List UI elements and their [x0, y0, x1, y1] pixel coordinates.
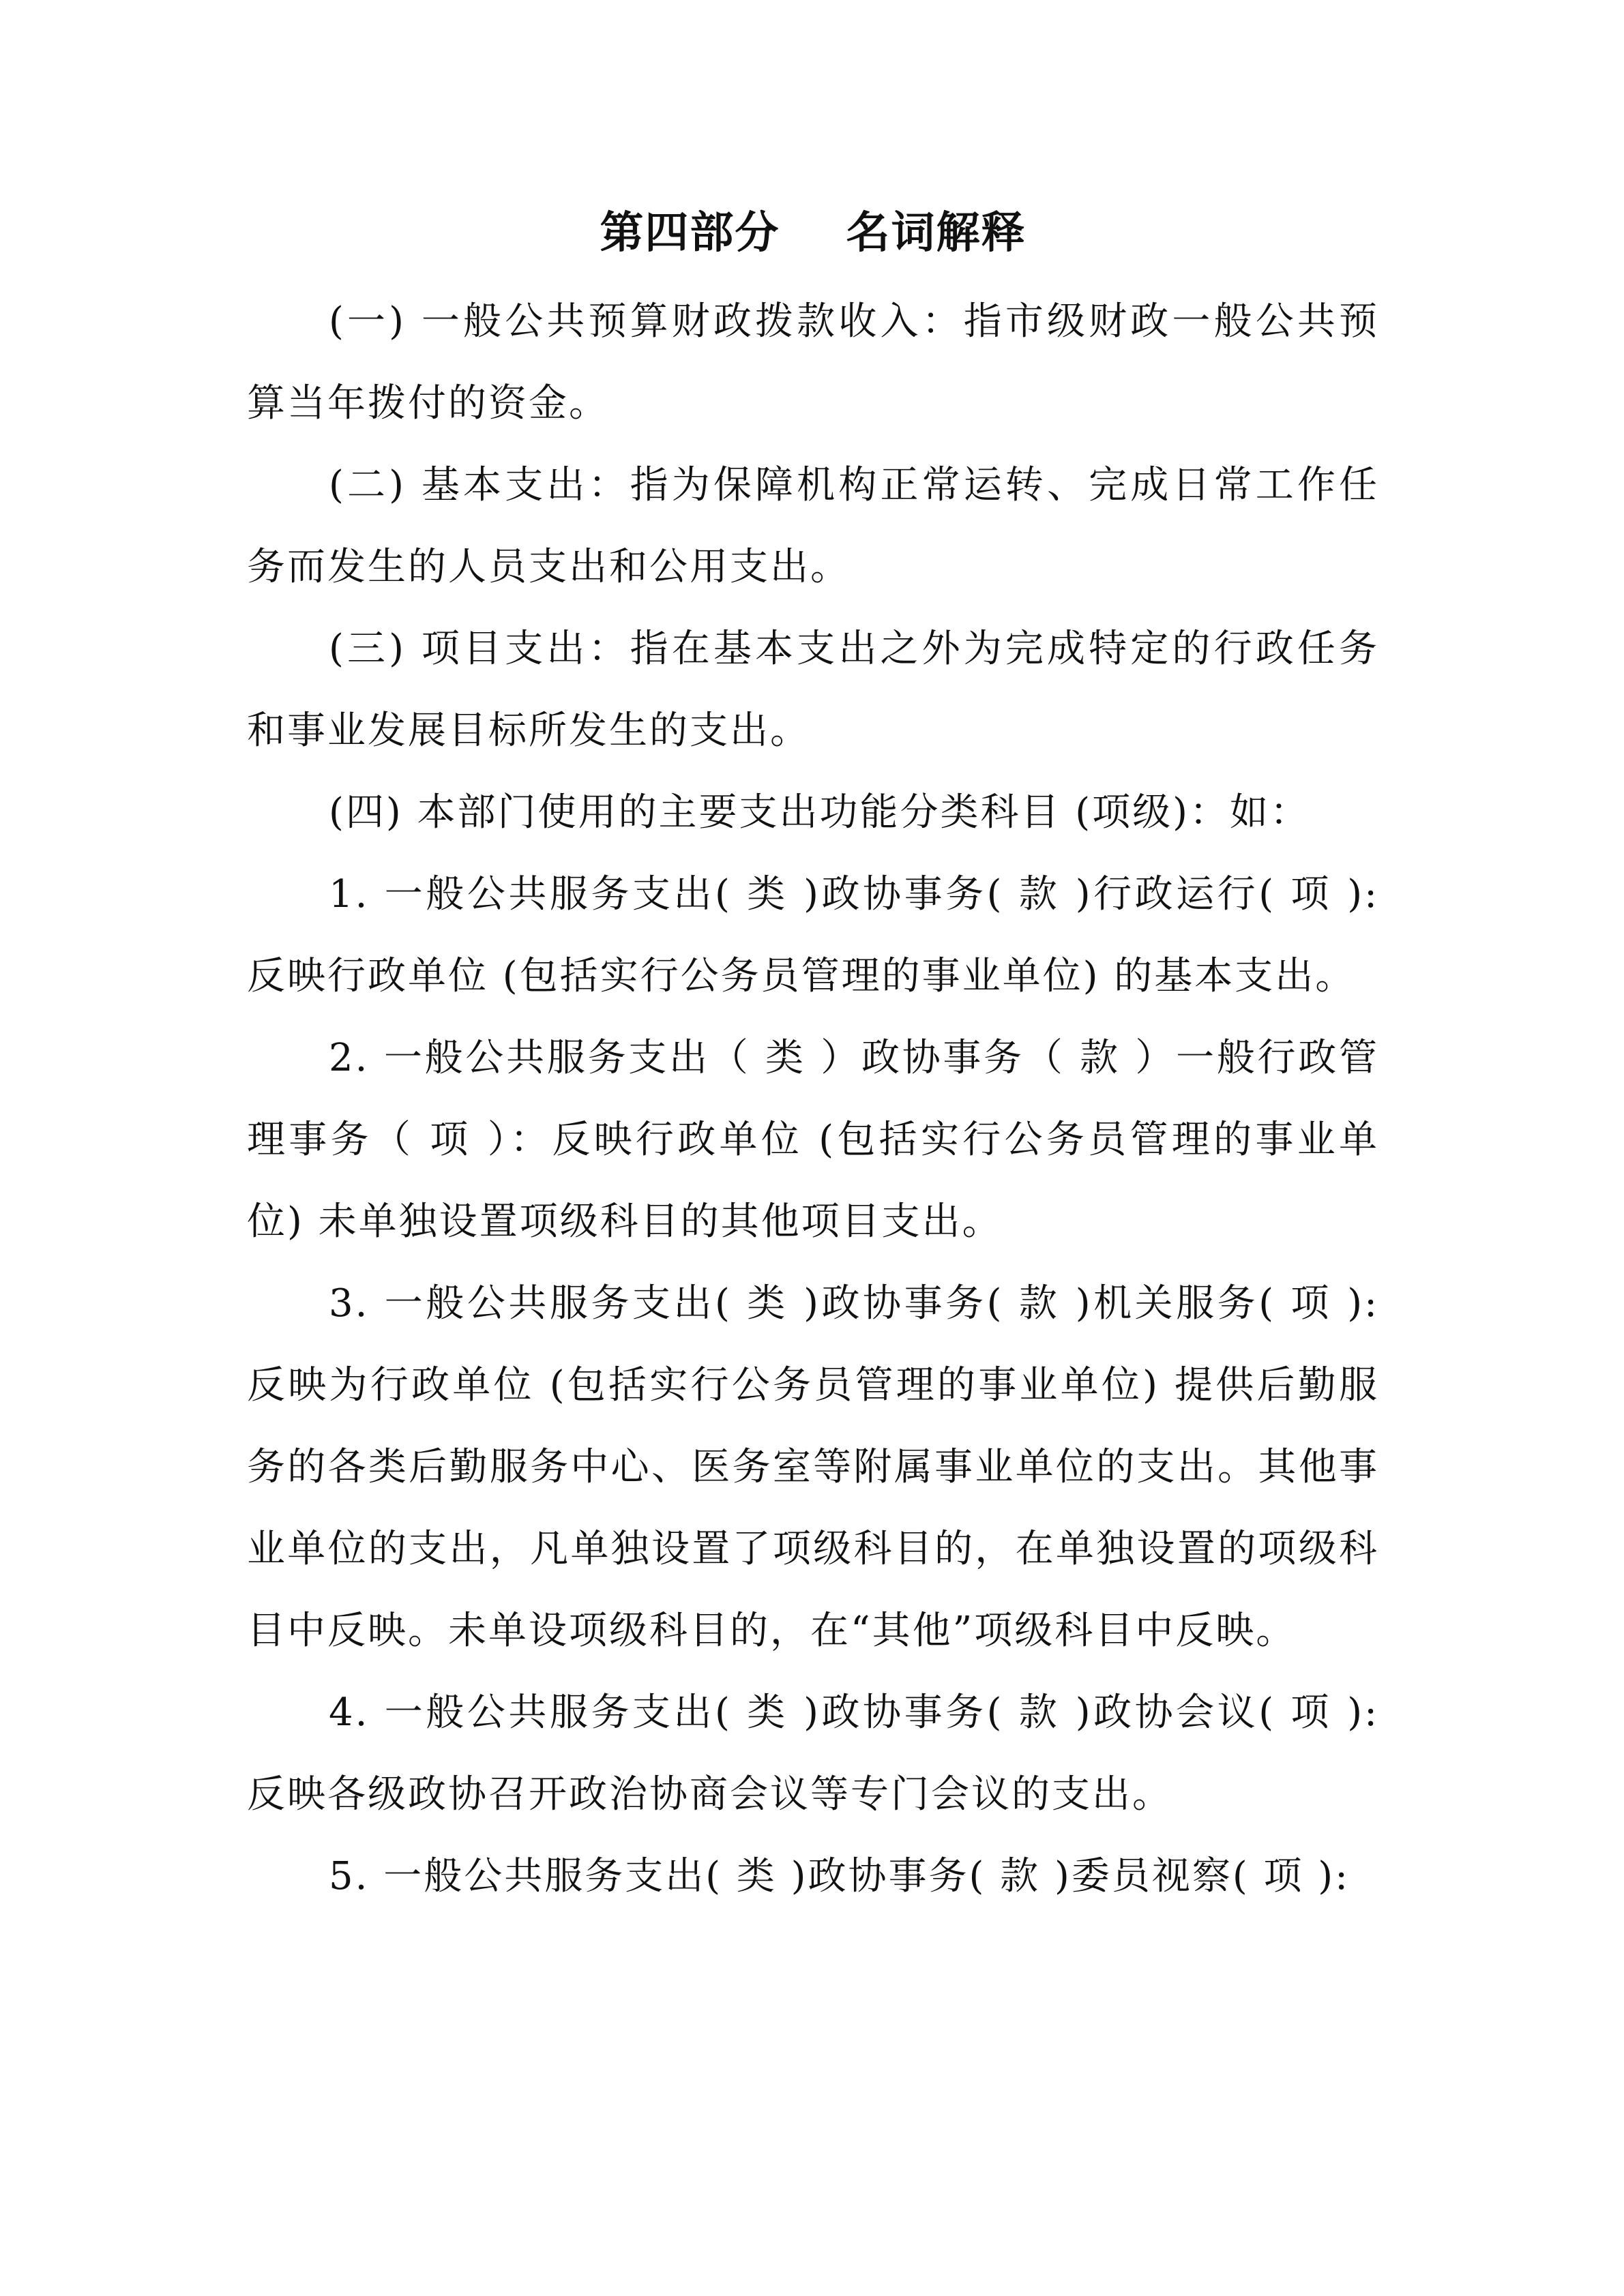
paragraph-2: (二) 基本支出：指为保障机构正常运转、完成日常工作任务而发生的人员支出和公用支出。: [247, 463, 1379, 589]
paragraph-3: (三) 项目支出：指在基本支出之外为完成特定的行政任务和事业发展目标所发生的支出。: [247, 627, 1379, 753]
paragraph-9: 5. 一般公共服务支出( 类 )政协事务( 款 )委员视察( 项 ):: [329, 1854, 1350, 1898]
page-title: 第四部分 名词解释: [600, 208, 1027, 258]
paragraph-1: (一) 一般公共预算财政拨款收入：指市级财政一般公共预算当年拨付的资金。: [247, 299, 1379, 426]
paragraph-5: 1. 一般公共服务支出( 类 )政协事务( 款 )行政运行( 项 ): 反映行政单位 (包括实行公务员管理的事业单位) 的基本支出。: [247, 872, 1379, 998]
paragraph-7: 3. 一般公共服务支出( 类 )政协事务( 款 )机关服务( 项 ): 反映为行政单位 (包括实行公务员管理的事业单位) 提供后勤服务的各类后勤服务中心、医务室等附属事业单位的支出。其他事业单位的支出，凡单独设置了项级科目的，在单独设置的项级科目中反映。未单设项级科目的，在“其他”项级科目中反映。: [247, 1281, 1379, 1653]
paragraph-6: 2. 一般公共服务支出（ 类 ）政协事务（ 款 ）一般行政管理事务（ 项 ）：反映行政单位 (包括实行公务员管理的事业单位) 未单独设置项级科目的其他项目支出。: [247, 1036, 1379, 1244]
paragraph-4: (四) 本部门使用的主要支出功能分类科目 (项级)：如：: [329, 790, 1310, 835]
paragraph-8: 4. 一般公共服务支出( 类 )政协事务( 款 )政协会议( 项 ): 反映各级政协召开政治协商会议等专门会议的支出。: [247, 1690, 1379, 1817]
document-page: [247, 205, 1379, 1918]
